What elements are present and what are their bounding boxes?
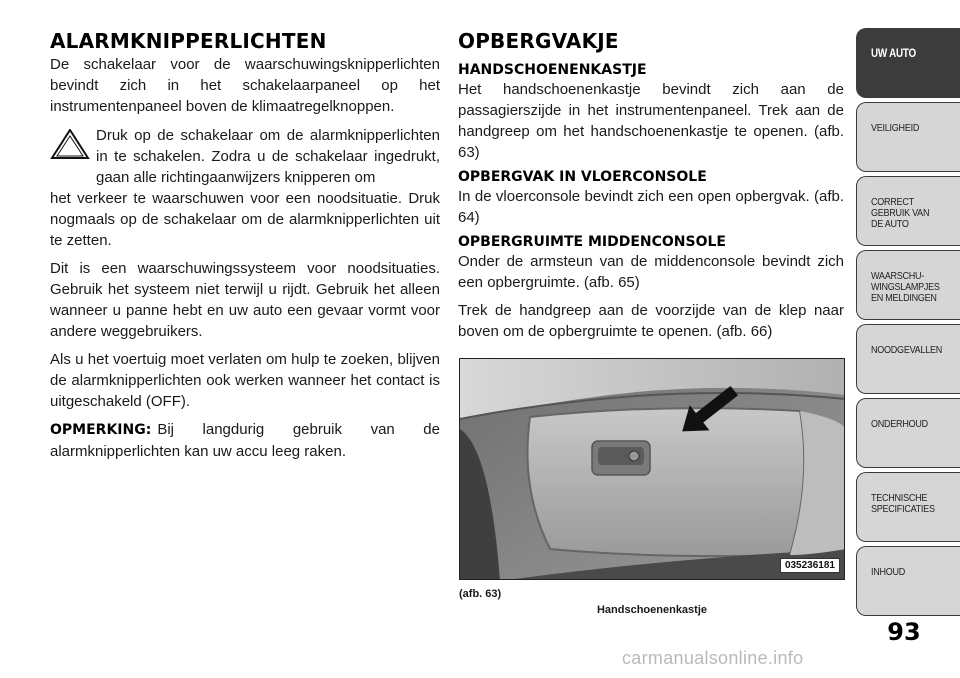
tab-label: UW AUTO (871, 48, 916, 60)
figure-number: (afb. 63) (459, 588, 502, 600)
note-text: Bij langdurig gebruik van de alarmknipperlichten kan uw accu leeg raken. (50, 421, 440, 460)
tab-waarschuwingslampjes[interactable] (856, 250, 960, 320)
warning-block (50, 125, 440, 188)
section-heading-alarm: ALARMKNIPPERLICHTEN (50, 29, 327, 53)
paragraph-center-console: Onder de armsteun van de middenconsole bevindt zich een opbergruimte. (afb. 65) (458, 253, 844, 291)
figure-code: 035236181 (780, 558, 840, 573)
tab-correct-gebruik[interactable] (856, 176, 960, 246)
warning-triangle-icon (50, 129, 90, 159)
tab-label: NOODGEVALLEN (871, 344, 943, 356)
tab-label: TECHNISCHE SPECIFICATIES (871, 492, 935, 515)
tab-technische-specificaties[interactable] (856, 472, 960, 542)
right-column (458, 30, 844, 342)
paragraph-intro: De schakelaar voor de waarschuwingsknipperlichten bevindt zich in het schakelaarpaneel op het instrumentenpaneel boven de klimaatregelknoppen. (50, 56, 440, 115)
tab-label: CORRECT GEBRUIK VAN DE AUTO (871, 196, 930, 230)
glovebox-illustration (460, 359, 845, 580)
figure-caption: Handschoenenkastje (596, 604, 708, 616)
tab-label: ONDERHOUD (871, 418, 928, 430)
warning-text-continued: het verkeer te waarschuwen voor een noodsituatie. Druk nogmaals op de schakelaar om de alarmknipperlichten uit te zetten. (50, 190, 440, 249)
tab-inhoud[interactable] (856, 546, 960, 616)
paragraph-leave-vehicle: Als u het voertuig moet verlaten om hulp te zoeken, blijven de alarmknipperlichten ook werken wanneer het contact is uitgeschakeld (OFF). (50, 351, 440, 410)
tab-noodgevallen[interactable] (856, 324, 960, 394)
note-label: OPMERKING: (50, 422, 152, 438)
paragraph-center-console-open: Trek de handgreep aan de voorzijde van de klep naar boven om de opbergruimte te openen. (afb. 66) (458, 302, 844, 340)
tab-label: WAARSCHU- WINGSLAMPJES EN MELDINGEN (871, 270, 940, 304)
tab-onderhoud[interactable] (856, 398, 960, 468)
left-column (50, 30, 440, 462)
paragraph-glovebox: Het handschoenenkastje bevindt zich aan de passagierszijde in het instrumentenpaneel. Trek aan de handgreep om het handschoenenkastje te openen. (afb. 63) (458, 81, 844, 161)
chapter-tabs (856, 28, 960, 620)
page-number: 93 (887, 618, 921, 646)
subheading-glovebox: HANDSCHOENENKASTJE (458, 62, 647, 78)
paragraph-floor-console: In de vloerconsole bevindt zich een open opbergvak. (afb. 64) (458, 188, 844, 226)
tab-label: VEILIGHEID (871, 122, 920, 134)
tab-label: INHOUD (871, 566, 906, 578)
tab-veiligheid[interactable] (856, 102, 960, 172)
glovebox-photo (459, 358, 845, 580)
watermark: carmanualsonline.info (622, 648, 804, 668)
subheading-center-console: OPBERGRUIMTE MIDDENCONSOLE (458, 234, 726, 250)
section-heading-storage: OPBERGVAKJE (458, 29, 619, 53)
warning-text: Druk op de schakelaar om de alarmknipperlichten in te schakelen. Zodra u de schakelaar ingedrukt, gaan alle richtingaanwijzers knipperen om (96, 127, 440, 186)
subheading-floor-console: OPBERGVAK IN VLOERCONSOLE (458, 169, 707, 185)
note-paragraph (50, 419, 440, 462)
tab-uw-auto[interactable] (856, 28, 960, 98)
paragraph-emergency: Dit is een waarschuwingssysteem voor noodsituaties. Gebruik het systeem niet terwijl u rijdt. Gebruik het alleen wanneer u panne hebt en uw auto een gevaar vormt voor andere weggebruikers. (50, 260, 440, 340)
